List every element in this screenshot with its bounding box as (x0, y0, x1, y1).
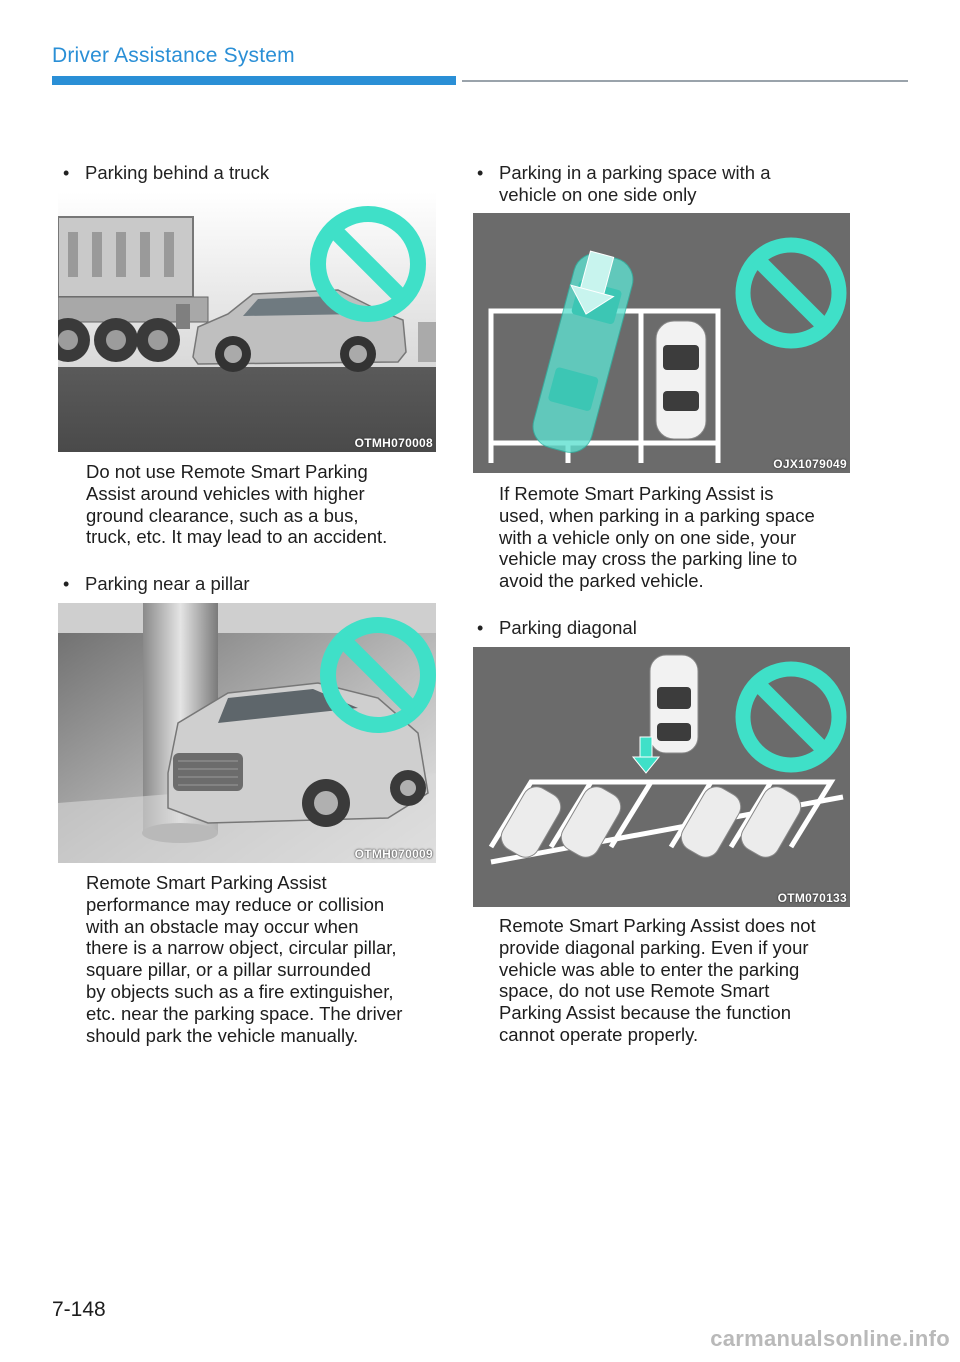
one-side-description (499, 483, 815, 592)
one-side-illustration (473, 213, 850, 473)
pillar-description (86, 872, 402, 1046)
watermark[interactable]: carmanualsonline.info (710, 1326, 950, 1351)
bullet-icon: • (63, 163, 70, 183)
text-line: Remote Smart Parking Assist does not (499, 915, 816, 936)
text-line: If Remote Smart Parking Assist is (499, 483, 774, 504)
bullet-label: Parking in a parking space with a (499, 162, 771, 183)
figure-truck (58, 192, 436, 452)
diagonal-illustration (473, 647, 850, 907)
text-line: with a vehicle only on one side, your (499, 526, 797, 548)
text-line: ground clearance, such as a bus, (86, 504, 359, 526)
bullet-label: Parking behind a truck (85, 162, 270, 183)
truck-description (86, 461, 387, 548)
text-line: performance may reduce or collision (86, 893, 385, 915)
text-line: cannot operate properly. (499, 1023, 699, 1045)
text-line: Do not use Remote Smart Parking (86, 461, 368, 482)
figure-one-side (473, 213, 850, 473)
bullet-icon: • (477, 618, 484, 638)
text-line: there is a narrow object, circular pillar, (86, 937, 397, 959)
text-line: used, when parking in a parking space (499, 504, 815, 526)
text-line: with an obstacle may occur when (86, 915, 359, 937)
bullet-label: Parking diagonal (499, 617, 637, 638)
truck-illustration (58, 192, 436, 452)
bullet-parking-near-pillar (63, 573, 250, 595)
bullet-icon: • (63, 574, 70, 594)
text-line: etc. near the parking space. The driver (86, 1002, 403, 1024)
parked-car-icon (656, 321, 706, 439)
approaching-car-icon (650, 655, 698, 753)
text-line: Assist around vehicles with higher (86, 482, 365, 504)
text-line: vehicle was able to enter the parking (499, 958, 800, 980)
text-line: avoid the parked vehicle. (499, 570, 704, 592)
header-rule (462, 80, 908, 82)
header-accent-bar (52, 76, 456, 85)
figure-code: OJX1079049 (773, 457, 847, 471)
pillar-illustration (58, 603, 436, 863)
bullet-parking-diagonal (477, 617, 637, 639)
figure-code: OTMH070008 (354, 436, 433, 450)
bullet-parking-behind-truck (63, 162, 270, 184)
bullet-label: Parking near a pillar (85, 573, 250, 594)
text-line: Parking Assist because the function (499, 1002, 792, 1024)
text-line: space, do not use Remote Smart (499, 980, 770, 1002)
text-line: Remote Smart Parking Assist (86, 872, 327, 893)
figure-pillar (58, 603, 436, 863)
figure-code: OTMH070009 (354, 847, 433, 861)
diagonal-description (499, 915, 816, 1046)
text-line: vehicle may cross the parking line to (499, 548, 798, 570)
bullet-label: vehicle on one side only (499, 184, 697, 205)
text-line: square pillar, or a pillar surrounded (86, 959, 371, 981)
page-number: 7-148 (52, 1298, 106, 1321)
bullet-icon: • (477, 163, 484, 183)
bullet-parking-one-side (477, 162, 771, 206)
section-title: Driver Assistance System (52, 44, 295, 67)
text-line: provide diagonal parking. Even if your (499, 936, 809, 958)
text-line: truck, etc. It may lead to an accident. (86, 526, 388, 548)
figure-code: OTM070133 (777, 891, 847, 905)
text-line: should park the vehicle manually. (86, 1024, 359, 1046)
text-line: by objects such as a fire extinguisher, (86, 980, 394, 1002)
figure-diagonal (473, 647, 850, 907)
